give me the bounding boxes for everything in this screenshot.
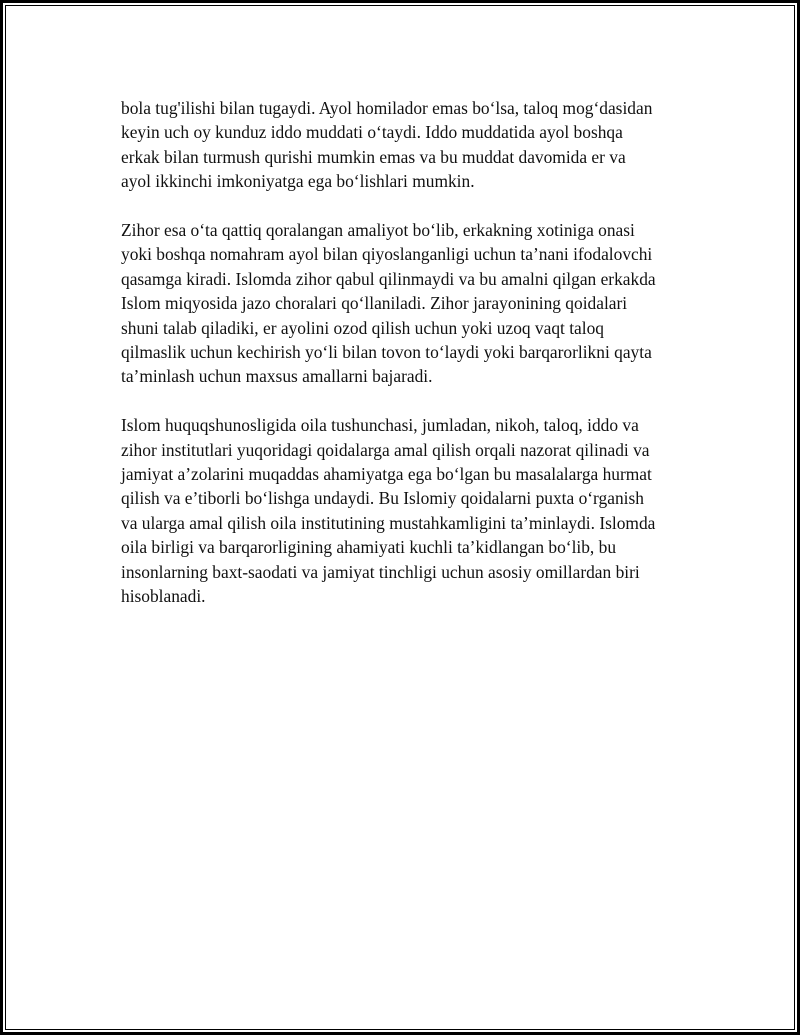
text-line: zihor institutlari yuqoridagi qoidalarga amal qilish orqali nazorat qilinadi va (121, 439, 650, 460)
text-line: insonlarning baxt-saodati va jamiyat tinchligi uchun asosiy omillardan biri (121, 561, 640, 582)
text-line: ayol ikkinchi imkoniyatga ega bo‘lishlari mumkin. (121, 171, 475, 192)
text-line: bola tug'ilishi bilan tugaydi. Ayol homilador emas bo‘lsa, taloq mog‘dasidan (121, 98, 653, 118)
text-line: yoki boshqa nomahram ayol bilan qiyoslanganligi uchun ta’nani ifodalovchi (121, 244, 653, 265)
text-line: Islom miqyosida jazo choralari qo‘llaniladi. Zihor jarayonining qoidalari (121, 293, 628, 314)
text-line: jamiyat a’zolarini muqaddas ahamiyatga ega bo‘lgan bu masalalarga hurmat (121, 464, 652, 485)
text-line: shuni talab qiladiki, er ayolini ozod qilish uchun yoki uzoq vaqt taloq (121, 317, 604, 338)
text-line: qilmaslik uchun kechirish yo‘li bilan tovon to‘laydi yoki barqarorlikni qayta (121, 342, 652, 363)
document-body (121, 96, 701, 633)
text-line: Islom huquqshunosligida oila tushunchasi, jumladan, nikoh, taloq, iddo va (121, 415, 639, 436)
text-line: keyin uch oy kunduz iddo muddati o‘taydi. Iddo muddatida ayol boshqa (121, 122, 623, 143)
text-line: qilish va e’tiborli bo‘lishga undaydi. Bu Islomiy qoidalarni puxta o‘rganish (121, 488, 644, 509)
text-line: va ularga amal qilish oila institutining mustahkamligini ta’minlaydi. Islomda (121, 512, 656, 533)
text-line: hisoblanadi. (121, 586, 206, 607)
text-line: oila birligi va barqarorligining ahamiyati kuchli ta’kidlangan bo‘lib, bu (121, 537, 617, 558)
text-line: erkak bilan turmush qurishi mumkin emas va bu muddat davomida er va (121, 146, 626, 167)
paragraph-iddo (121, 96, 701, 194)
text-line: Zihor esa o‘ta qattiq qoralangan amaliyot bo‘lib, erkakning xotiniga onasi (121, 220, 635, 241)
text-line: ta’minlash uchun maxsus amallarni bajaradi. (121, 366, 433, 387)
paragraph-zihor (121, 218, 701, 389)
text-line: qasamga kiradi. Islomda zihor qabul qilinmaydi va bu amalni qilgan erkakda (121, 268, 656, 289)
paragraph-conclusion (121, 413, 701, 608)
